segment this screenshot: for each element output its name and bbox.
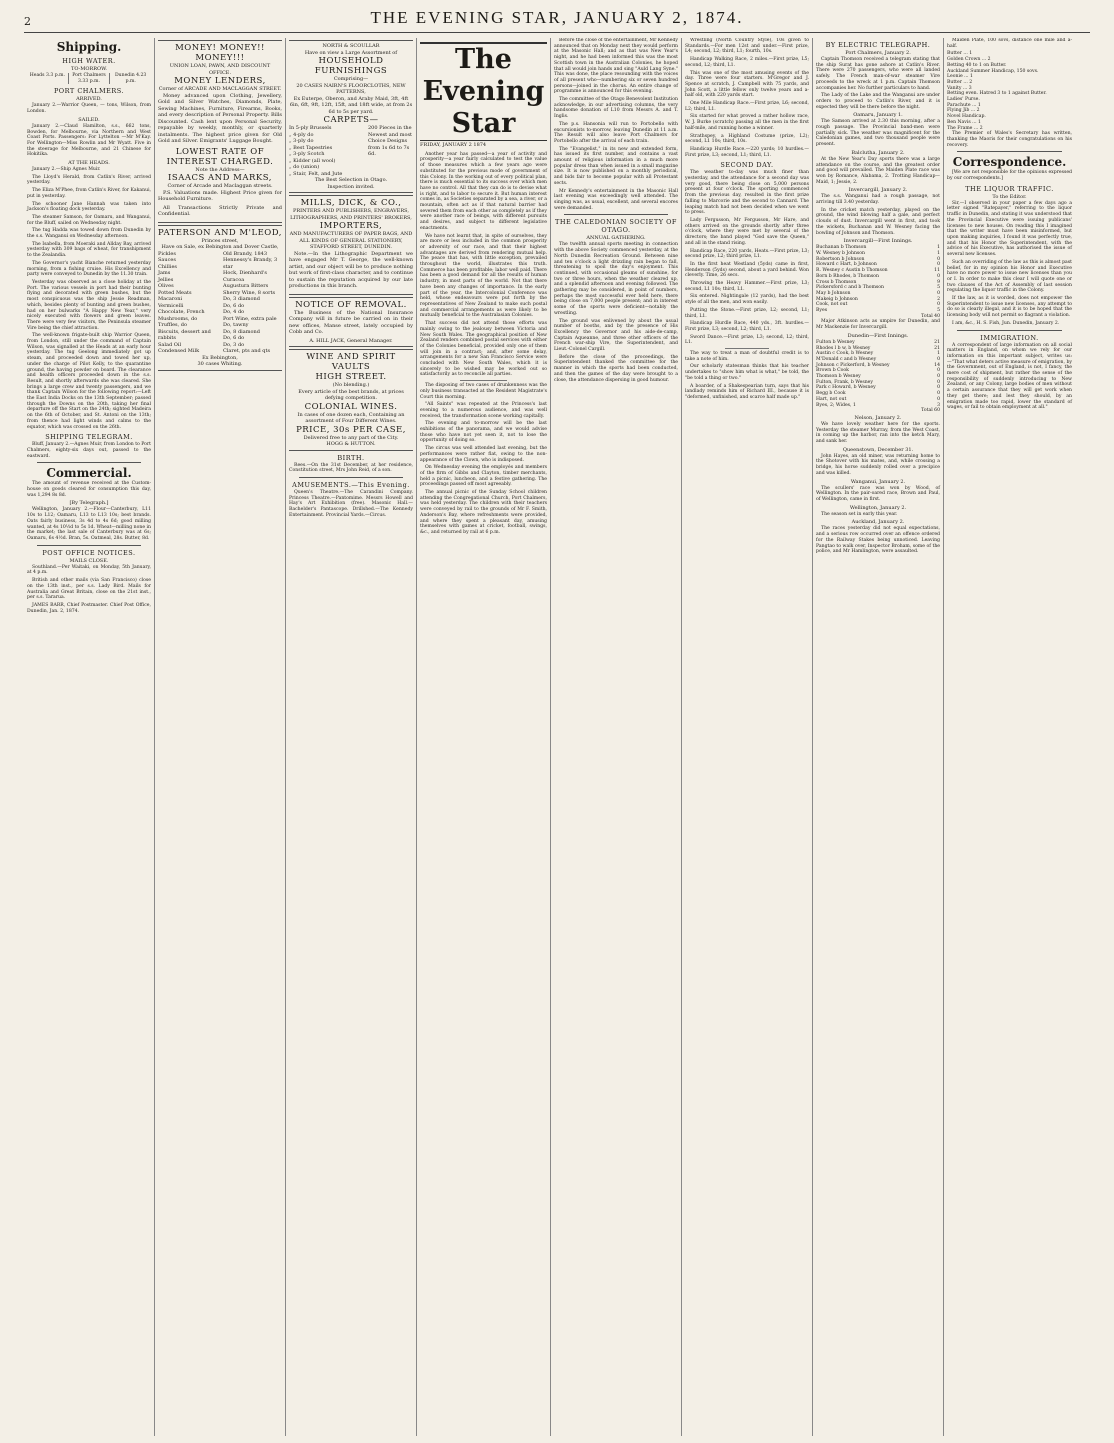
ad-headline: MONEY! MONEY!! MONEY!!! [175,43,265,63]
list-item: Jellies [158,276,174,283]
paragraph: The p.s. Hansonia will run to Portobello with excursionists to-morrow, leaving Dunedin at 11 a.m. The Result will also leave Port Chalmers for Portobello after the arrival of each train. [554,121,678,144]
ad-line: Ex Bebington, [202,354,238,361]
paragraph: The evening and to-morrow will be the last exhibitions of the panorama, and we would advise those who have not yet seen it, not to lose the opportunity of doing so. [420,421,547,444]
list-item: Do, 3 diamond [222,296,260,302]
dateline-wanganui: Wanganui, January 2. [850,478,906,485]
divider [957,151,1062,152]
divider [37,545,141,546]
list-item: Chillies [158,263,177,270]
batsman: Begg b Cook [816,391,846,397]
list-item: Old Brandy, 1843 [222,250,268,257]
list-item: Pickles [158,250,176,257]
paragraph: We have not learnt that, in spite of ourselves, they are more or less included in the common prosperity or adversity of our race, and that their highest advantages are derived from rendering mutual help. The peace that has, with little exception, prevailed throughout the world, illustrates this truth. Commerce has been profitable; labor well paid. There has been a good demand for all the results of human industry, in most parts of the world. Not that there have been any changes of importance. In the early part of the year, the Intercolonial Conference was held, whose endeavours were put forth by the representatives of New Zealand to make such postal and commercial arrangements as were likely to be mutually beneficial to the Australasian Colonies. [420,233,547,319]
ad-line: PRINTERS AND PUBLISHERS, ENGRAVERS, LITHOGRAPHERS, AND PRINTERS' BROKERS, [290,208,412,221]
batsman: Park c Howard, b Wesney [816,385,876,391]
paragraph: The amount of revenue received at the Custom-house on goods cleared for consumption this day, was 1,294 8s 8d. [27,481,151,498]
batsman: Brown b Cook [816,368,849,374]
paragraph: This was one of the most amusing events of the day. Three were four starters. M'Gregor and J. Spence at scratch, J. Campbell with 75 yards, and John Scott, a little fellow only twelve years and a-half old, with 220 yards start. [685,70,809,99]
paragraph: The disposing of two cases of drunkenness was the only business transacted at the Resident Magistrate's Court this morning. [420,383,547,400]
list-item: Sauces [158,257,176,263]
carpet-list [289,125,413,177]
list-item: Condensed Milk [158,348,200,354]
runs: 1 [937,250,940,256]
list-item: Do, tawny [222,322,249,328]
list-item: Macaroni [158,296,183,302]
paragraph: The well-known frigate-built ship Warrior Queen, from London, still under the command of Captain Wilson, was signalled at the Heads at an early hour yesterday. The tug Geelong immediately got up steam, and proceeded down and towed her up, under the charge of Pilot Kelly, to the quarantine ground, the having powder on board. The clearance and health officers proceeded down in the s.s. Result, and shortly afterwards she was cleared. She brings a large crew and twenty passengers, and we thank Captain Wilson for the following report:—Left the East India Docks on the 13th September; passed through the Downs on the 20th, taking her final departure off the Start on the 24th; sighted Madeira on the 6th of October, and St. Antoni on the 13th; from thence had light winds and calms to the equator, which was crossed on the 26th. [27,333,151,430]
list-item: Curacoa [222,276,245,283]
runs: 11 [934,268,940,274]
paragraph: Our scholarly statesman thinks that his teacher undertakes to "show him what is what," be told, the "be told a thing or two." [685,364,809,381]
divider [37,462,141,463]
paragraph: Such an overriding of the law as this is almost past belief, for in my opinion his Honor and Executive have no more power to issue new licenses than you or I. In order to make this clear I will quote one or two clauses of the Act of Assembly of last session regulating the liquor traffic in the Colony. [947,259,1072,294]
ad-line: Every article of the best brands, at prices defying competition. [298,388,404,401]
dateline-oamaru: Oamaru, January 1. [853,112,903,119]
ad-line: AND MANUFACTURERS OF PAPER BAGS, AND ALL KINDS OF GENERAL STATIONERY, [289,231,413,244]
batsman: Johnson c Pickerford, b Wesney [816,362,890,368]
paragraph: [We are not responsible for the opinions expressed by our correspondents.] [947,170,1072,182]
sailed-label: SAILED. [78,116,100,123]
paragraph: If the law, as it is worded, does not empower the Superintendent to issue new licenses, any attempt to do so is clearly illegal, and it is to be hoped that the licensing body will not permit so flagrant a violation. [947,296,1072,319]
dateline-queenstown: Queenstown, December 31. [842,446,914,453]
paragraph: Money advanced upon Clothing, Jewellery, Gold and Silver Watches, Diamonds, Plate, Sewing Machines, Furniture, Firearms, Books, and every description of Personal Property. Bills Discounted. Cash lent upon Personal Security, repayable by weekly, monthly, or quarterly instalments. The highest price given for Old Gold and Silver. Emigrants' Luggage Bought. [158,92,282,144]
advertisement-paterson-mleod [158,225,282,371]
ad-line: Princes street, [201,237,239,244]
batsman: Robertson b Johnson [816,256,865,262]
paragraph: The annual picnic of the Sunday School children attending the Congregational Church, Port Chalmers, was held yesterday. The children with their teachers were conveyed by rail to the grounds of Mr F. Smith, Anderson's Bay, where refreshments were provided, and where they spent a pleasant day, amusing themselves with games at cricket, football, swings, &c., and returned by rail at 6 p.m. [420,490,547,535]
ad-line: Corner of Arcade and Maclaggan streets. [167,183,273,189]
dateline-port: Port Chalmers, January 2. [845,50,911,56]
paragraph: Bluff, January 2.—Agnes Muir, from London to Port Chalmers, eighty-six days out, passed to the eastward. [27,442,151,459]
paragraph: All Transactions Strictly Private and Confidential. [158,204,282,217]
list-item: Hock, Dienhard's [222,270,267,276]
paragraph: The weather to-day was much finer than yesterday, and the attendance for a second day was very good, there being close on 5,000 persons present at four o'clock. The sporting commenced from the previous day, resulted in the first prize falling to Marcorie and the second to Cannard. The leaping match had not been decided when we went to press. [685,170,809,216]
carpet-types [289,125,342,177]
list-item: „ 4-ply do [289,131,314,138]
paragraph: Before the close of the proceedings, the Superintendent thanked the committee for the manner in which the sports had been conducted, and then the games of the day were brought to a close, the attendance dispersing in good humour. [554,354,678,383]
runs: 5 [937,285,940,291]
batsman: Byes [816,308,828,314]
ad-headline: WINE AND SPIRIT VAULTS [306,352,396,372]
page-number: 2 [24,15,31,28]
ad-line: STAFFORD STREET, DUNEDIN. [310,244,392,250]
paragraph: Major Atkinson acts as umpire for Dunedin, and Mr Mackenzie for Invercargill. [816,319,940,331]
paragraph: The Business of the National Insurance Company will in future be carried on in their new offices, Manse street, lately occupied by Cobb and Co. [289,309,413,335]
list-item: „ Best Tapestries [289,144,333,151]
list-item: Claret, pts and qts [222,348,271,354]
at-heads-label: AT THE HEADS. [68,160,110,167]
second-day-head: SECOND DAY. [720,161,774,170]
runs: 0 [937,385,940,391]
tide-table [27,73,151,84]
list-item: Potted Meats [158,289,192,296]
runs: 0 [937,273,940,279]
section-head-commercial: Commercial. [46,466,132,481]
paragraph: The season set in early this year. [821,511,898,517]
list-item: Auckland Summer Handicap, 150 sovs. [947,68,1039,74]
list-item: Novel Handicap. [947,114,986,120]
batsman: Cross b Thomson [816,279,857,285]
section-head-correspondence: Correspondence. [952,155,1067,170]
ad-line: 30 cases Whiting. [197,361,243,367]
ad-line: Note the Address— [195,166,245,173]
ad-headline: IMPORTERS, [319,221,383,231]
runs: 0 [937,396,940,402]
paragraph: Before the close of the entertainment, Mr Kennedy announced that on Monday next they would perform at the Masonic Hall; and as that was New Year's night, and he had been informed this was the most Scottish town in the Australian Colonies, he hoped that all would join hands and sing "Auld Lang Syne." This was done, the place resounding with the voices of all present who—numbering six or seven hundred persons—joined in the chorus. An entire change of programme is announced for this evening. [554,38,678,95]
paragraph: The s.s. Wanganui had a rough passage, not arriving till 3.40 yesterday. [816,194,940,206]
tomorrow-label: TO-MORROW. [70,66,107,72]
paragraph: Wellington, January 2.—Flour—Canterbury, L11 10s to L12; Oamaru, L13 to L13 10s; best brands. Oats fairly business, 3s 4d to 4s 6d; good milling wanted, at 4s 10½d to 5s 1d. Wheat—milling none in the market; the last sale of Canterbury was at 6s; Oamaru, 6s 4½d. Bran, 5s. Oatmeal, 28s. Butter, 8d. [27,507,151,541]
arrived-label: ARRIVED. [76,96,102,103]
paragraph: "All Saints" was repeated at the Princess's last evening to a numerous audience, and was well received, the transformation scene working capitally. [420,402,547,419]
ad-headline: LOWEST RATE OF INTEREST CHARGED. [166,146,274,167]
runs: 9 [937,279,940,285]
batsman: Makeig b Johnson [816,296,858,302]
paragraph: P.S. Valuations made. Highest Price given for Household Furniture. [158,189,282,202]
column-3 [286,38,417,1436]
divider [564,214,668,215]
paragraph: January 2.—Claud Hamilton, s.s., 662 tons, Bowden, for Melbourne, via Northern and West Coast Ports. Passengers: For Lyttelton —Mr M'Kay. For Wellington—Miss Rowlin and Mr Wyatt. Five in the steerage for Melbourne, and 21 Chinese for Hokitika. [27,123,151,158]
batsman: Fulton, Frank, b Wesney [816,379,873,385]
paragraph: The Governor's yacht Bianche returned yesterday morning, from a fishing cruise. His Excellency and party were conveyed to Dunedin by the 11.30 train. [27,260,151,278]
paragraph: Lady Fergusson, Mr Fergusson, Mr Hare, and others arrived on the grounds shortly after three o'clock, where they were met by several of the directors; the band played "God save the Queen," and all in the stand rising. [685,217,809,246]
paragraph: The schooner Jane Hannah was taken into Jackson's floating dock yesterday. [27,201,151,213]
list-item: Butter ... 1 [947,51,973,57]
list-item: Parachute ... 1 [947,102,981,108]
batsman: May b Johnson [816,290,851,296]
list-item: Jams [158,270,171,276]
paragraph: In the cricket match yesterday, played on the ground, the wind blowing half a gale, and perfect clouds of dust. Invercargill went in first, and took the wickets, Buchanan and W. Wesney facing the bowling of Johnson and Thomson. [816,207,940,236]
list-item: Betting even. Hatred 3 to 1 against Butter. [947,91,1047,97]
paragraph: The "Evangelist," in its new and extended form, has issued its first number, and contains a vast amount of religious information in a much more popular dress than when issued in a small magazine size. It is now published on a monthly periodical, and bids fair to become popular with all Protestant sects. [554,146,678,186]
advertisement-union-loan [158,40,282,223]
runs: 21 [934,345,940,351]
runs: 0 [937,368,940,374]
list-item: Port Wine, extra pale [222,315,277,322]
list-item: Leonie ... 1 [947,74,973,80]
runs: 0 [937,256,940,262]
paragraph: Captain Thomson received a telegram stating that the ship Surat has gone ashore at Catlin's River. There were 270 passengers, who were all landed safely. The French man-of-war steamer Vire proceeds to the wreck at 1 p.m. Captain Thomson accompanies her. No further particulars to hand. [816,57,940,91]
racing-head: Maiden Plate, 100 sovs, distance one mile and a-half. [947,38,1072,49]
column-4 [417,38,551,1436]
letter-signature: I am, &c., H. S. Fish, Jun. Dunedin, January 2. [952,320,1060,326]
goods-list [158,251,282,355]
batsman: Hart, not out [816,396,847,402]
paragraph: Throwing the Heavy Hammer.—First prize, L3; second, L1 10s; third, L1. [685,281,809,292]
ad-line: Have on view a Large Assortment of [304,49,398,56]
newspaper-masthead-title: THE EVENING STAR, JANUARY 2, 1874. [370,8,744,27]
list-item: Vanity ... 3 [947,85,972,91]
paragraph: The circus was well attended last evening, but the performances were rather flat, owing to the non-appearance of the Clown, who is indisposed. [420,446,547,463]
runs: 0 [937,379,940,385]
advertisement-north-scoullar [289,40,413,193]
amusements-head: AMUSEMENTS.—This Evening. [292,480,410,489]
immigration-head: IMMIGRATION. [980,333,1039,342]
list-item: Biscuits, dessert and rabbits [158,328,211,341]
batsman: Byes, 2; Wides, 1 [816,402,856,408]
batsman: Rhodes l b w, b Wesney [816,345,871,351]
scorecard-invercargill [816,245,940,319]
ad-headline: HOUSEHOLD FURNISHINGS [314,56,388,76]
scorecard-dunedin [816,340,940,414]
list-item: Butter ... 2 [947,79,973,85]
ad-headline: MILLS, DICK, & CO., [300,198,402,208]
list-item: Golden Crown ... 2 [947,57,991,63]
paragraph: The races yesterday did not equal expectations, and a serious row occurred over an offence ordered for the Railway Stakes being unnoticed. Leaving Pangtao to walk over, Inspector Broham, some of the police, and Mr Hamlington, were assaulted. [816,526,940,555]
list-item: Hennessy's Brandy, 3 star [222,257,278,270]
paragraph: The Lloyd's Herald, from Catlin's River, arrived yesterday. [27,174,151,186]
by-telegraph-label: [By Telegraph.] [69,500,109,507]
masthead [24,6,1090,33]
paragraph: Yesterday was observed as a close holiday at the Port. The various vessels in port had their bunting flying and decorated with green bushes, but the most conspicuous was the ship Jessie Readman, which, besides plenty of bunting and green bushes, had on her bulwarks "A Happy New Year," very nicely executed with flowers and green leaves. There were very few visitors, the Peninsula steamer Vire being the chief attraction. [27,279,151,331]
divider [460,380,507,381]
paragraph: The ground was enlivened by about the usual number of booths, and by the presence of His Excellency the Governor and his aide-de-camp, Captain Aqueanne, and three other officers of the French war-ship Vire, the Superintendent, and Lieut.-Colonel Cargill. [554,318,678,353]
runs: 0 [937,374,940,380]
list-item: „ 3-ply Scotch [289,151,325,157]
batsman: M'Donald c and b Wesney [816,356,877,362]
batsman: Cook, not out [816,302,848,308]
paragraph: The steamer Samson, for Oamaru, and Wanganui, for the Bluff, sailed on Wednesday night. [27,214,151,226]
paragraph: Handicap Hurdle Race.—220 yards; 10 hurdles.—First prize, L3; second, L1; third, L1. [685,146,809,158]
paragraph: The Isabella, from Moeraki and Allday Bay, arrived yesterday with 309 bags of wheat, for transhipment to the Zealandia. [27,241,151,259]
goods-list-left [158,251,223,355]
runs: 0 [937,391,940,397]
paragraph: Mr Kennedy's entertainment in the Masonic Hall last evening was exceedingly well attended. The singing was, as usual, excellent, and several encores were demanded. [554,188,678,211]
ad-line: Delivered free to any part of the City. [303,434,399,441]
batsman: Born b Rhodes, b Thomson [816,273,879,279]
paragraph: Handicap Race, 220 yards, Heats.—First prize, L3; second prize, L2; third prize, L1. [685,248,809,260]
telegraph-head: BY ELECTRIC TELEGRAPH. [825,41,931,49]
list-item: Vermicelli [158,302,184,309]
column-7 [813,38,944,1436]
ad-line: UNION LOAN, PAWN, AND DISCOUNT OFFICE. [169,63,271,76]
postmaster-signature: JAMES BARR, Chief Postmaster. Chief Post Office, Dunedin, Jan. 2, 1874. [27,602,151,614]
paragraph: Southland.—Per Waitaki, on Monday, 5th January, at 4 p.m. [27,564,151,576]
dateline-wellington: Wellington, January 2. [849,504,907,511]
paragraph: A correspondent of large information on all social matters in England, on whom we rely for our information on this important subject, writes us:—"That what deters active measure of emigration, by the Government, out of England, is not, I fancy, the mere cost of shipment, but rather the sense of the responsibility of suddenly introducing to New Zealand, or any Colony, large bodies of men without a certain assurance that they will get work when they get there; and lest they should, by an emigration made too rapid, lower the standard of wages, or fail to obtain employment at all." [947,342,1072,411]
paragraph: January 2.—Warrior Queen, — tons, Wilson, from London. [27,103,151,115]
paragraph: A boarder, of a Shakespearian turn, says that his landlady reminds him of Richard III., because it is "deformed, unfinished, and scarce half made up." [685,383,809,400]
paragraph: We have lovely weather here for the sports. Yesterday the steamer Murray, from the West Coast, in coming up the harbor, ran into the ketch Mary, and sank her. [816,421,940,445]
list-item: Ladies' Purse. [947,97,980,103]
paragraph: The way to treat a man of doubtful credit is to take a note of him. [685,351,809,362]
ad-line: A. HILL JACK, General Manager. [309,337,393,344]
dateline-auckland: Auckland, January 2. [851,519,905,526]
ad-line: 20 CASES NAIRN'S FLOORCLOTHS, NEW PATTERNS, [296,82,406,95]
racing-results [947,51,1072,131]
list-item: Olives [158,283,174,289]
paragraph: Handicap Walking Race, 2 miles.—First prize, L5; second, L2; third, L1. [685,57,809,68]
innings-head: Dunedin—First Innings. [847,332,909,339]
list-item: Do, 6 do [222,302,245,309]
paragraph: One Mile Handicap Race.—First prize, L6; second, L2; third, L1. [685,101,809,112]
batsman: Fulton b Wesney [816,339,855,345]
runs: 2 [937,296,940,302]
list-item: The Frame ... 2 [947,125,983,131]
paragraph: Note.—In the Lithographic Department we have engaged Mr T. George, the well-known artist, and our object will be to produce nothing but work of first-class character, and to continue to sustain the reputation acquired by our late productions in this branch. [289,250,413,289]
ad-line: HOGG & HUTTON. [326,441,376,447]
batsman: W. Wesney b Johnson [816,250,865,256]
dateline-text: FRIDAY, JANUARY 2 1874 [420,142,487,148]
list-item: „ do (union) [289,164,320,170]
newspaper-banner: The Evening Star [420,42,547,141]
list-item: „ 3-ply do [289,138,314,144]
list-item: Do, 4 do [222,309,245,315]
column-1 [24,38,155,1436]
list-item: In 5-ply Brussels [289,125,332,131]
paragraph: Wrestling (North Country Style), 10s given to Standards.—For men 12st and under.—First prize, L4; second, L2; third, L1; fourth, 10s. [685,38,809,55]
paragraph: Sword Dance.—First prize, L3; second, L2; third, L1. [685,334,809,346]
ad-line: Ex Euterpe, Oberon, and Araby Maid, 3ft, 4ft 6in, 6ft, 9ft, 12ft, 15ft, and 18ft wide, at from 2s 6d to 5s per yard. [289,95,413,115]
paragraph: The committee of the Otago Benevolent Institution acknowledge, in our advertising columns, the very handsome donation of L10 from Messrs A. and T. Inglis. [554,97,678,120]
high-water-head: HIGH WATER. [62,57,116,65]
list-item: „ Stair, Felt, and Jute [289,170,343,177]
list-item: Do, 3 do [222,341,245,348]
runs: 5 [937,308,940,314]
advertisement-hogg-hutton [289,349,413,451]
runs: 3 [937,402,940,408]
paragraph: Rees.—On the 31st December, at her residence, Constitution street, Mrs John Reid, of a son. [289,462,413,474]
column-2 [155,38,286,1436]
mails-close-label: MAILS CLOSE. [69,557,109,564]
dateline-nelson: Nelson, January 2. [854,414,902,421]
runs: 1 [937,245,940,251]
dateline-invercargill: Invercargill, January 2. [848,187,908,194]
annual-gathering-label: ANNUAL GATHERING. [586,235,646,242]
batsman: Buchanan b Thomson [816,245,867,251]
dateline-balclutha: Balclutha, January 2. [851,149,905,156]
paragraph: The tug Hadda was towed down from Dunedin by the s.s. Wanganui on Wednesday afternoon. [27,228,151,240]
paragraph: That success did not attend those efforts was mainly owing to the jealousy between Victoria and New South Wales. The geographical position of New Zealand renders combined postal services with either of the Colonies beneficial, provided only one of them will join in a contract; and, after some delay, arrangements for a new San Francisco Service were concluded with New South Wales, which it is sincerely to be wished may be worked out so satisfactorily as to reconcile all parties. [420,321,547,378]
paragraph: The twelfth annual sports meeting in connection with the above Society commenced yesterday, at the North Dunedin Recreation Ground. Between nine and ten o'clock a light drizzling rain began to fall, threatening to spoil the day's enjoyment. This continued, with occasional gleams of sunshine, for two or three hours, when the weather cleared up, and a splendid afternoon and evening followed. The gathering may be considered, in point of numbers, perhaps the most successful ever held here, there being close on 7,000 people present; and in interest some of the sports were deficient—notably the wrestling. [554,242,678,316]
paragraph: Six entered. Nightingale (12 yards), had the best style of all the men, and won easily. [685,294,809,306]
runs: 0 [937,356,940,362]
paragraph: The Samson arrived at 2.30 this morning, after a rough passage. The Provincial band-men were partially sick. The weather was magnificent for the Caledonian games, and two thousand people were present. [816,119,940,148]
column-6 [682,38,813,1436]
list-item: Chocolate, French [158,309,205,315]
paragraph: The Lady of the Lake and the Wanganui are under orders to proceed to Catlin's River, and it is expected they will be there before the night. [816,93,940,110]
ad-headline: PATERSON AND M'LEOD, [158,227,282,238]
liquor-traffic-head: THE LIQUOR TRAFFIC. [965,184,1054,193]
list-item: Truffles, do [158,322,188,328]
paragraph: In the first heat Westland (5yds) came in first, Henderson (5yds) second, about a yard behind. Won cleverly. Time, 26 secs. [685,261,809,279]
paragraph: Putting the Stone.—First prize, L2; second, L1; third, L1. [685,307,809,319]
ad-line: Comprising— [333,76,369,82]
list-item: Betting 40 to 1 on Butter. [947,62,1007,68]
paragraph: On Wednesday evening the employés and members of the firm of Gibbs and Clayton, timber merchants, held a picnic, luncheon, and a festive gathering. The proceedings passed off most agreeably. [420,465,547,488]
runs: 0 [937,262,940,268]
ad-line: Inspection invited. [327,183,375,190]
dateline [420,143,547,149]
paragraph: At the New Year's Day sports there was a large attendance on the course, and the greatest order and good will prevailed. The Maiden Plate race was won by Romance, Alabama, 2. Trotting Handicap—Maid, 1; Jessie, 2. [816,156,940,185]
ad-line: In cases of one dozen each, Containing an assortment of Four Different Wines. [297,411,405,424]
batsman: Howard c Hart, b Johnson [816,262,877,268]
shipping-telegram-head: SHIPPING TELEGRAM. [45,433,133,442]
newspaper-columns [24,38,1090,1436]
batsman: Austin c Cook, b Wesney [816,351,874,357]
innings-head: Invercargill—First Innings. [843,238,913,245]
list-item: Augustura Bitters [222,283,269,289]
paragraph: The scullers' race was won by Wood, of Wellington. In the pair-oared race, Brown and Paul, of Wellington, came in first. [816,485,940,502]
list-item: Mushrooms, do [158,315,198,322]
paragraph: John Hayes, an old miner, was returning home to the Shotover with his mates, and, while crossing a bridge, his horse suddenly rolled over a precipice and was killed. [816,453,940,476]
section-head-shipping: Shipping. [56,40,122,54]
column-5 [551,38,682,1436]
to-editor-label: To the Editor. [992,193,1027,200]
advertisement-mills-dick [289,195,413,295]
paragraph: January 2.—Ship Agnes Muir. [32,167,101,173]
divider [725,348,769,349]
list-item: Do, 8 diamond [222,328,260,335]
list-item: Salad Oil [158,341,182,348]
ad-headline: CARPETS— [323,115,379,125]
ad-line: The Best Selection in Otago. [314,177,388,183]
ad-line: NORTH & SCOULLAR [322,43,380,49]
runs: 21 [934,339,940,345]
innings-total: Total 60 [921,408,940,414]
innings-total: Total 40 [921,313,940,319]
ad-line: (No blending.) [332,382,370,388]
ad-headline: NOTICE OF REMOVAL. [295,299,407,310]
post-office-head: POST OFFICE NOTICES. [42,548,136,557]
list-item: Sherry Wine, 8 sorts [222,289,276,296]
ad-headline: COLONIAL WINES. [304,401,398,412]
runs: 0 [937,302,940,308]
paragraph: Handicap Hurdle Race, 440 yds., 3ft. hurdles.—First prize, L3; second, L2; third, L1. [685,321,809,332]
ad-headline: ISAACS AND MARKS, [168,173,272,183]
runs: 1 [937,351,940,357]
list-item: Do, 6 do [222,335,245,341]
paragraph: Sir,—I observed in your paper a few days ago a letter signed "Ratepayer," referring to the liquor traffic in Dunedin, and stating it was understood that the Provincial Executive were issuing publicans' licenses to new houses. On reading this I imagined that the writer must have been misinformed, but upon making inquiries, I found it was perfectly true, and that his Honor the Superintendent, with the advice of his Executive, has authorised the issue of several new licenses. [947,200,1072,258]
paragraph: British and other mails (via San Francisco) close on the 13th inst., per s.s. Lady Bird. Mails for Australia and Great Britain, close on the 21st inst., per s.s. Tararua. [27,578,151,601]
list-item: Flying Jib ... 2 [947,108,980,114]
list-item: „ Kidder (all wool) [289,157,336,164]
birth-head: BIRTH. [337,453,365,462]
caledonian-head: THE CALEDONIAN SOCIETY OF OTAGO. [555,218,677,235]
ad-line: Corner of ARCADE AND MACLAGGAN STREET. [158,86,282,92]
runs: 14 [934,362,940,368]
ad-headline: MONEY LENDERS, [174,76,266,86]
paragraph: The Premier of Wales's Secretary has written, thanking the Maoris for their congratulations on his recovery. [947,131,1072,148]
tide-heads: Heads 3.3 p.m. [27,73,69,84]
paragraph: Another year has passed—a year of activity and prosperity—a year fairly calculated to test the value of those measures which a few years ago were substituted for the previous mode of government of this Colony. In the working out of every political plan, there is much essential to its success over which men have no control. All that they can do is to devise what is right, and to labor to secure it. But human interest comes in, as Societies separated by a sea, a river, or a mountain, often act as if that natural barrier had severed them from each other as completely as if they were another race of beings, with different pursuits and desires, and subject to different legislative enactments. [420,151,547,231]
advertisement-removal [289,297,413,348]
carpet-note: 200 Pieces in the Newest and most Choice Designs from 1s 6d to 7s 6d. [368,125,413,157]
divider [957,330,1062,331]
column-8 [944,38,1075,1436]
ad-line: Have on Sale, ex Bebington and Dover Castle, [161,244,279,250]
tide-port-chalmers: Port Chalmers 3.33 p.m. [69,73,111,84]
batsman: R. Wesney c Austin b Thomson [816,268,888,274]
ad-headline: HIGH STREET. [315,372,387,382]
ad-headline: PRICE, 30s PER CASE, [296,424,406,435]
divider [299,477,403,478]
paragraph: Strathspey, a Highland Costume (prize, L2); second, L1 10s; third, 10s. [685,133,809,145]
paragraph: The Eliza M'Phee, from Catlin's River, for Kakanui, put in yesterday. [27,188,151,199]
paragraph: Queen's Theatre.—The Carandini Company. Princess Theatre.—Pantomime. Messrs Howell and Hay's Art Exhibition (free). Masonic Hall.—Bachelder's Pantascope. Drillshed.—The Kennedy Entertainment. Provincial Yards.—Circus. [289,489,413,518]
batsman: Pickersford c and b Thomson [816,285,885,291]
tide-dunedin: Dunedin 4.23 p.m. [114,73,147,84]
port-chalmers-head: PORT CHALMERS. [53,87,125,96]
batsman: Thomson b Wesney [816,374,861,380]
paragraph: Six started for what proved a rather hollow race, W. J. Burke (scratch) passing all the men in the first half-mile, and running home a winner. [685,114,809,131]
goods-list-right [223,251,282,355]
list-item: Ben Navis ... 1 [947,119,981,125]
runs: 0 [937,290,940,296]
